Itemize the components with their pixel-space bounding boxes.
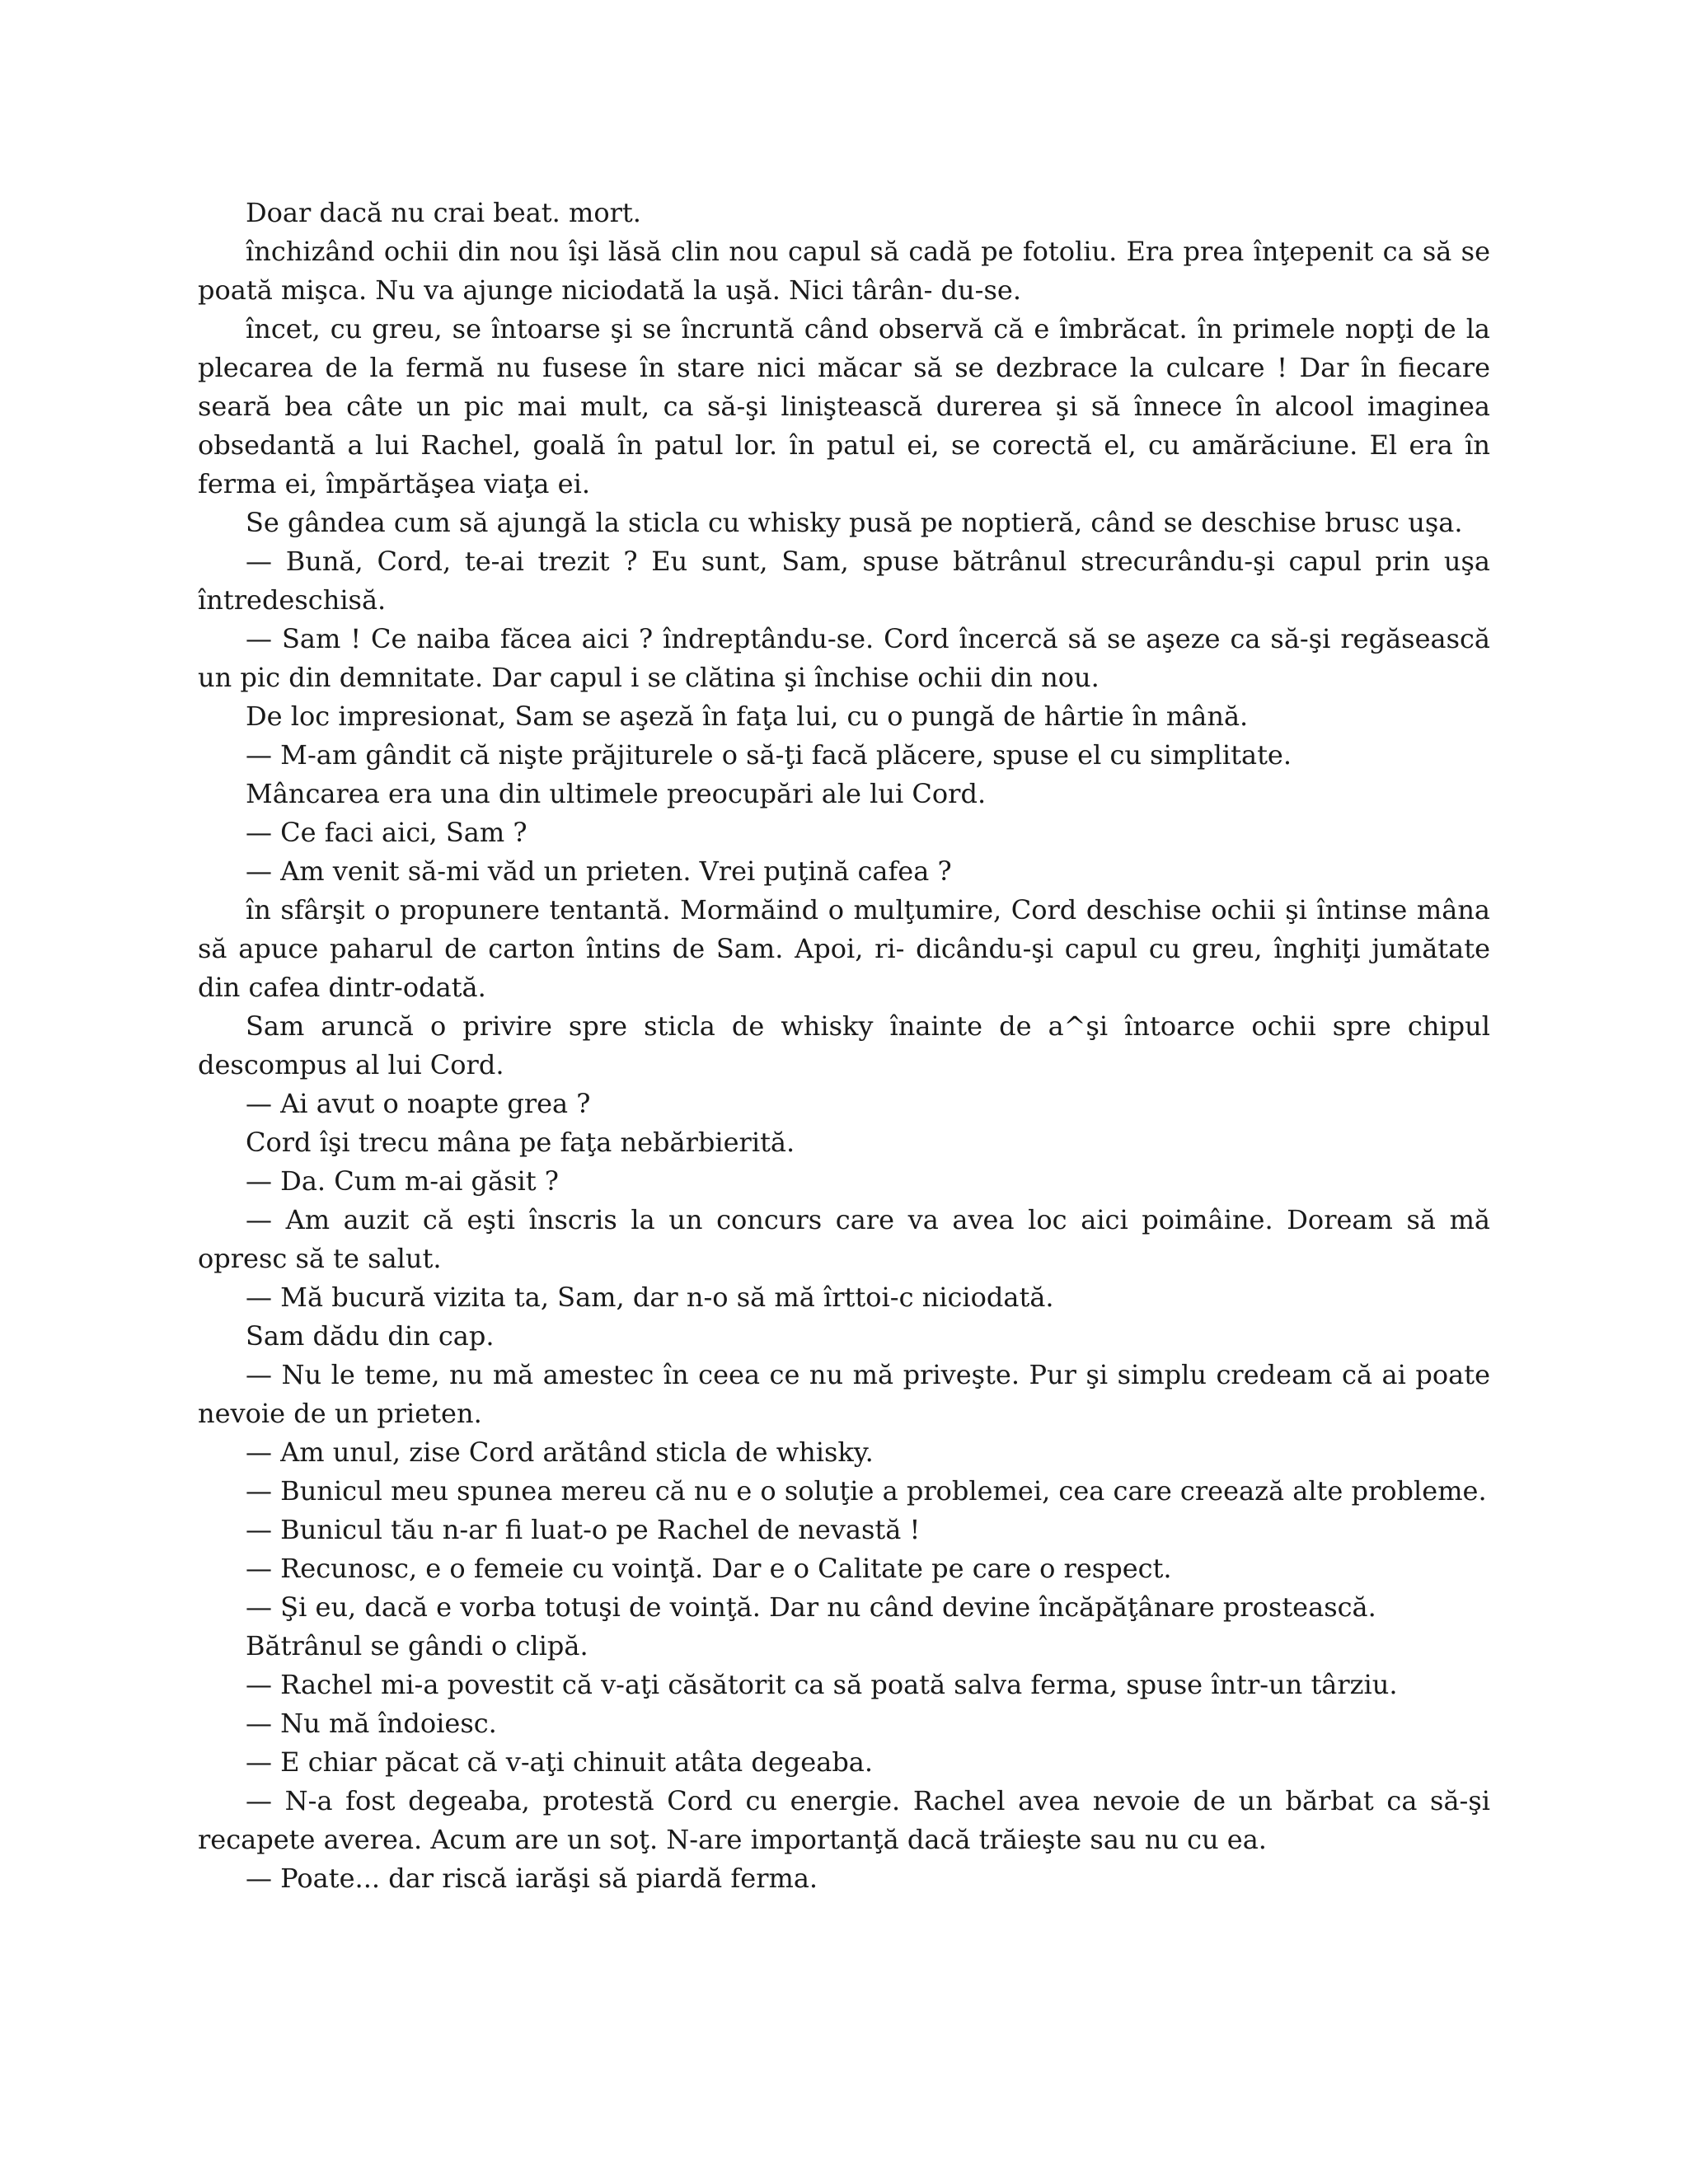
paragraph: Bătrânul se gândi o clipă. (246, 1630, 588, 1661)
dialogue-line: — Da. Cum m-ai găsit ? (246, 1165, 559, 1197)
dialogue-line: — E chiar păcat că v-aţi chinuit atâta degeaba. (246, 1746, 874, 1778)
dialogue-line: — Rachel mi-a povestit că v-aţi căsătorit ca să poată salva ferma, spuse într-un târziu. (246, 1669, 1398, 1700)
dialogue-line: — Bunicul meu spunea mereu că nu e o soluţie a problemei, cea care creează alte probleme. (246, 1475, 1487, 1507)
dialogue-line: — Recunosc, e o femeie cu voinţă. Dar e o Calitate pe care o respect. (246, 1553, 1172, 1584)
dialogue-line: — N-a fost degeaba, protestă Cord cu energie. Rachel avea nevoie de un bărbat ca să-şi recapete averea. Acum are un soţ. N-are importanţă dacă trăieşte sau nu cu ea. (198, 1785, 1490, 1855)
dialogue-line: — Mă bucură vizita ta, Sam, dar n-o să mă îrttoi-c niciodată. (246, 1282, 1054, 1313)
dialogue-line: — Sam ! Ce naiba făcea aici ? îndreptându-se. Cord încercă să se aşeze ca să-şi regăsească un pic din demnitate. Dar capul i se clătina şi închise ochii din nou. (198, 623, 1490, 693)
paragraph: în sfârşit o propunere tentantă. Mormăind o mulţumire, Cord deschise ochii şi întinse mâna să apuce paharul de carton întins de Sam. Apoi, ri- dicându-şi capul cu greu, înghiţi jumătate din cafea dintr-odată. (198, 894, 1490, 1003)
paragraph: încet, cu greu, se întoarse şi se încruntă când observă că e îmbrăcat. în primele nopţi de la plecarea de la fermă nu fusese în stare nici măcar să se dezbrace la culcare ! Dar în fiecare seară bea câte un pic mai mult, ca să-şi liniştească durerea şi să înnece în alcool imaginea obsedantă a lui Rachel, goală în patul lor. în patul ei, se corectă el, cu amărăciune. El era în ferma ei, împărtăşea viaţa ei. (198, 313, 1490, 499)
book-page (198, 194, 1490, 1898)
dialogue-line: — Ce faci aici, Sam ? (246, 817, 528, 848)
dialogue-line: — M-am gândit că nişte prăjiturele o să-ţi facă plăcere, spuse el cu simplitate. (246, 739, 1292, 771)
dialogue-line: — Ai avut o noapte grea ? (246, 1088, 591, 1119)
dialogue-line: — Bună, Cord, te-ai trezit ? Eu sunt, Sam, spuse bătrânul strecurându-şi capul prin uşa întredeschisă. (198, 546, 1490, 616)
paragraph: Sam dădu din cap. (246, 1320, 495, 1352)
dialogue-line: — Am auzit că eşti înscris la un concurs care va avea loc aici poimâine. Doream să mă opresc să te salut. (198, 1204, 1490, 1274)
paragraph: Doar dacă nu crai beat. mort. (246, 197, 641, 228)
dialogue-line: — Nu mă îndoiesc. (246, 1708, 497, 1739)
dialogue-line: — Am venit să-mi văd un prieten. Vrei puţină cafea ? (246, 855, 952, 887)
dialogue-line: — Şi eu, dacă e vorba totuşi de voinţă. Dar nu când devine încăpăţânare prostească. (246, 1591, 1376, 1623)
paragraph: Se gândea cum să ajungă la sticla cu whisky pusă pe noptieră, când se deschise brusc uşa. (246, 507, 1463, 538)
paragraph: Cord îşi trecu mâna pe faţa nebărbierită. (246, 1127, 795, 1158)
paragraph: De loc impresionat, Sam se aşeză în faţa lui, cu o pungă de hârtie în mână. (246, 701, 1249, 732)
paragraph: închizând ochii din nou îşi lăsă clin nou capul să cadă pe fotoliu. Era prea înţepenit ca să se poată mişca. Nu va ajunge niciodată la uşă. Nici târân- du-se. (198, 236, 1490, 306)
dialogue-line: — Nu le teme, nu mă amestec în ceea ce nu mă priveşte. Pur şi simplu credeam că ai poate nevoie de un prieten. (198, 1359, 1490, 1429)
dialogue-line: — Am unul, zise Cord arătând sticla de whisky. (246, 1436, 874, 1468)
paragraph: Mâncarea era una din ultimele preocupări ale lui Cord. (246, 778, 987, 809)
dialogue-line: — Poate... dar riscă iarăşi să piardă ferma. (246, 1863, 818, 1894)
paragraph: Sam aruncă o privire spre sticla de whisky înainte de a^şi întoarce ochii spre chipul descompus al lui Cord. (198, 1010, 1490, 1080)
dialogue-line: — Bunicul tău n-ar fi luat-o pe Rachel de nevastă ! (246, 1514, 921, 1545)
